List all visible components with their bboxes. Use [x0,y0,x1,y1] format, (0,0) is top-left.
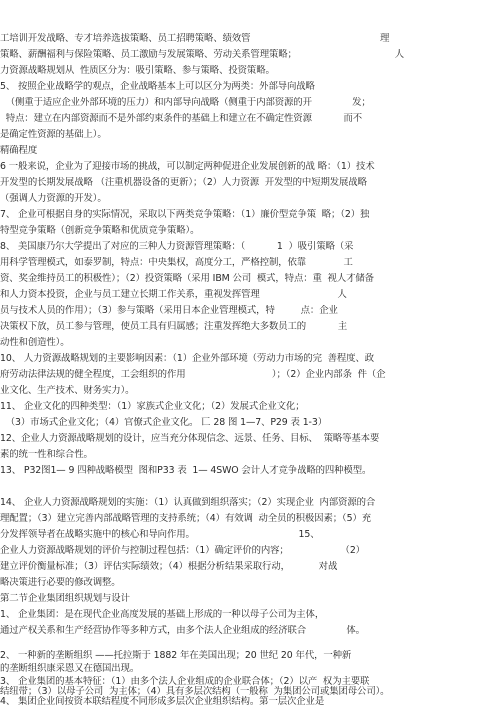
text-line: 2、 一种新的垄断组织 ——托拉斯于 1882 年在美国出现；20 世纪 20 年代，一种新 [0,650,352,661]
text-line: 理配置；（3）建立完善内部战略管理的支持系统；（4）有效调 动全员的积极因素；（5）充 [0,513,371,524]
text-line: 特型竞争策略（创新竞争策略和优质竞争策略）。 [0,225,200,236]
text-line: 3、 企业集团的基本特征：（1）由多个法人企业组成的企业联合体；（2）以产 权为主要联 [0,676,370,687]
text-line: 4、 集团企业间按资本联结程度不同形成多层次企业组织结构。第一层次企业是 [0,696,325,707]
text-line: 分发挥领导者在战略实施中的核心和导向作用。 15、 [0,529,320,540]
text-line: （强调人力资源的开发）。 [0,193,107,204]
text-line: 的垄断组织康采恩又在德国出现。 [0,663,140,674]
text-line: 业文化、生产技术、财务实力）。 [0,385,135,396]
text-line: 策略、薪酬福利与保险策略、员工激励与发展策略、劳动关系管理策略； 人 [0,49,405,60]
text-line: 7、 企业可根据自身的实际情况，采取以下两类竞争策略：（1）廉价型竞争策 略；（2）独 [0,209,370,220]
text-line: 素的统一性和综合性。 [0,449,93,460]
text-line: 工培训开发战略、专才培养选拔策略、员工招聘策略、绩效管 理 [0,33,390,44]
section-heading: 第二节企业集团组织规划与设计 [0,593,130,604]
text-line: 决策权下放，员工参与管理，使员工具有归属感；注重发挥绝大多数员工的 主 [0,321,348,332]
text-line: 5、 按照企业战略学的观点，企业战略基本上可以区分为两类：外部导向战略 [0,81,315,92]
text-line: 府劳动法律法规的健全程度，工会组织的作用 ）；（2）企业内部条 件（企 [0,369,386,380]
section-heading: 精确程度 [0,145,38,156]
text-line: 建立评价衡量标准；（3）评估实际绩效；（4）根据分析结果采取行动， 对战 [0,561,338,572]
text-line: 资、奖金维持员工的积极性）；（2）投资策略（采用 IBM 公司 模式，特点：重 视人才储备 [0,273,374,284]
text-line: （侧重于适应企业外部环境的压力）和内部导向战略（侧重于内部资源的开 发； [0,97,371,108]
text-line: 和人力资本投资，企业与员工建立长期工作关系，重视发挥管理 人 [0,289,347,300]
text-line: 11、 企业文化的四种类型：（1）家族式企业文化；（2）发展式企业文化； [0,401,305,412]
text-line: 结纽带；（3）以母子公司 为主体；（4）具有多层次结构（一般称 为集团公司或集团母公司）。 [0,686,390,697]
text-line: 12、企业人力资源战略规划的设计，应当充分体现信念、远景、任务、目标、 策略等基本要 [0,433,380,444]
text-line: 是确定性资源的基础上）。 [0,129,107,140]
text-line: （3）市场式企业文化；（4）官僚式企业文化。 匸 28 图 1—7、P29 表 1-3） [0,417,327,428]
text-line: 1、 企业集团：是在现代企业高度发展的基础上形成的一种以母子公司为主体， [0,609,325,620]
text-line: 用科学管理模式，如泰罗制，特点：中央集权，高度分工，严格控制，依靠 工 [0,257,353,268]
text-line: 略决策进行必要的修改调整。 [0,577,121,588]
text-line: 企业人力资源战略规划的评价与控制过程包括：（1）确定评价的内容； （2） [0,545,365,556]
text-line [0,481,500,493]
text-line: 员与技术人员的作用）；（3）参与策略（采用日本企业管理模式，特 点：企业 [0,305,338,316]
text-line: 力资源战略规划从 性质区分为：吸引策略、参与策略、投资策略。 [0,65,275,76]
text-line: 10、 人力资源战略规划的主要影响因素：（1）企业外部环境（劳动力市场的完 善程度、政 [0,353,374,364]
text-line: 动性和创造性）。 [0,337,70,348]
text-line: 8、 美国康乃尔大学提出了对应的三种人力资源管理策略：（ 1 ）吸引策略（采 [0,241,354,252]
text-line: 14、 企业人力资源战略规划的实施：（1）认真做到组织落实；（2）实现企业 内部资源的合 [0,497,376,508]
text-line: 通过产权关系和生产经营协作等多种方式，由多个法人企业组成的经济联合 体。 [0,625,365,636]
text-line: 6 一般来说，企业为了迎接市场的挑战，可以制定两种促进企业发展创新的战 略：（1）技术 [0,161,375,172]
text-line: 开发型的长期发展战略 （注重机器设备的更新）；（2）人力资源 开发型的中短期发展战略 [0,177,367,188]
text-line: 特点：建立在内部资源而不是外部约束条件的基础上和建立在不确定性资源 而不 [0,113,363,124]
text-line: 13、 P32图1— 9 四种战略模型 图和P33 表 1— 4SWO 会计人才竞争战略的四种模型。 [0,465,372,476]
